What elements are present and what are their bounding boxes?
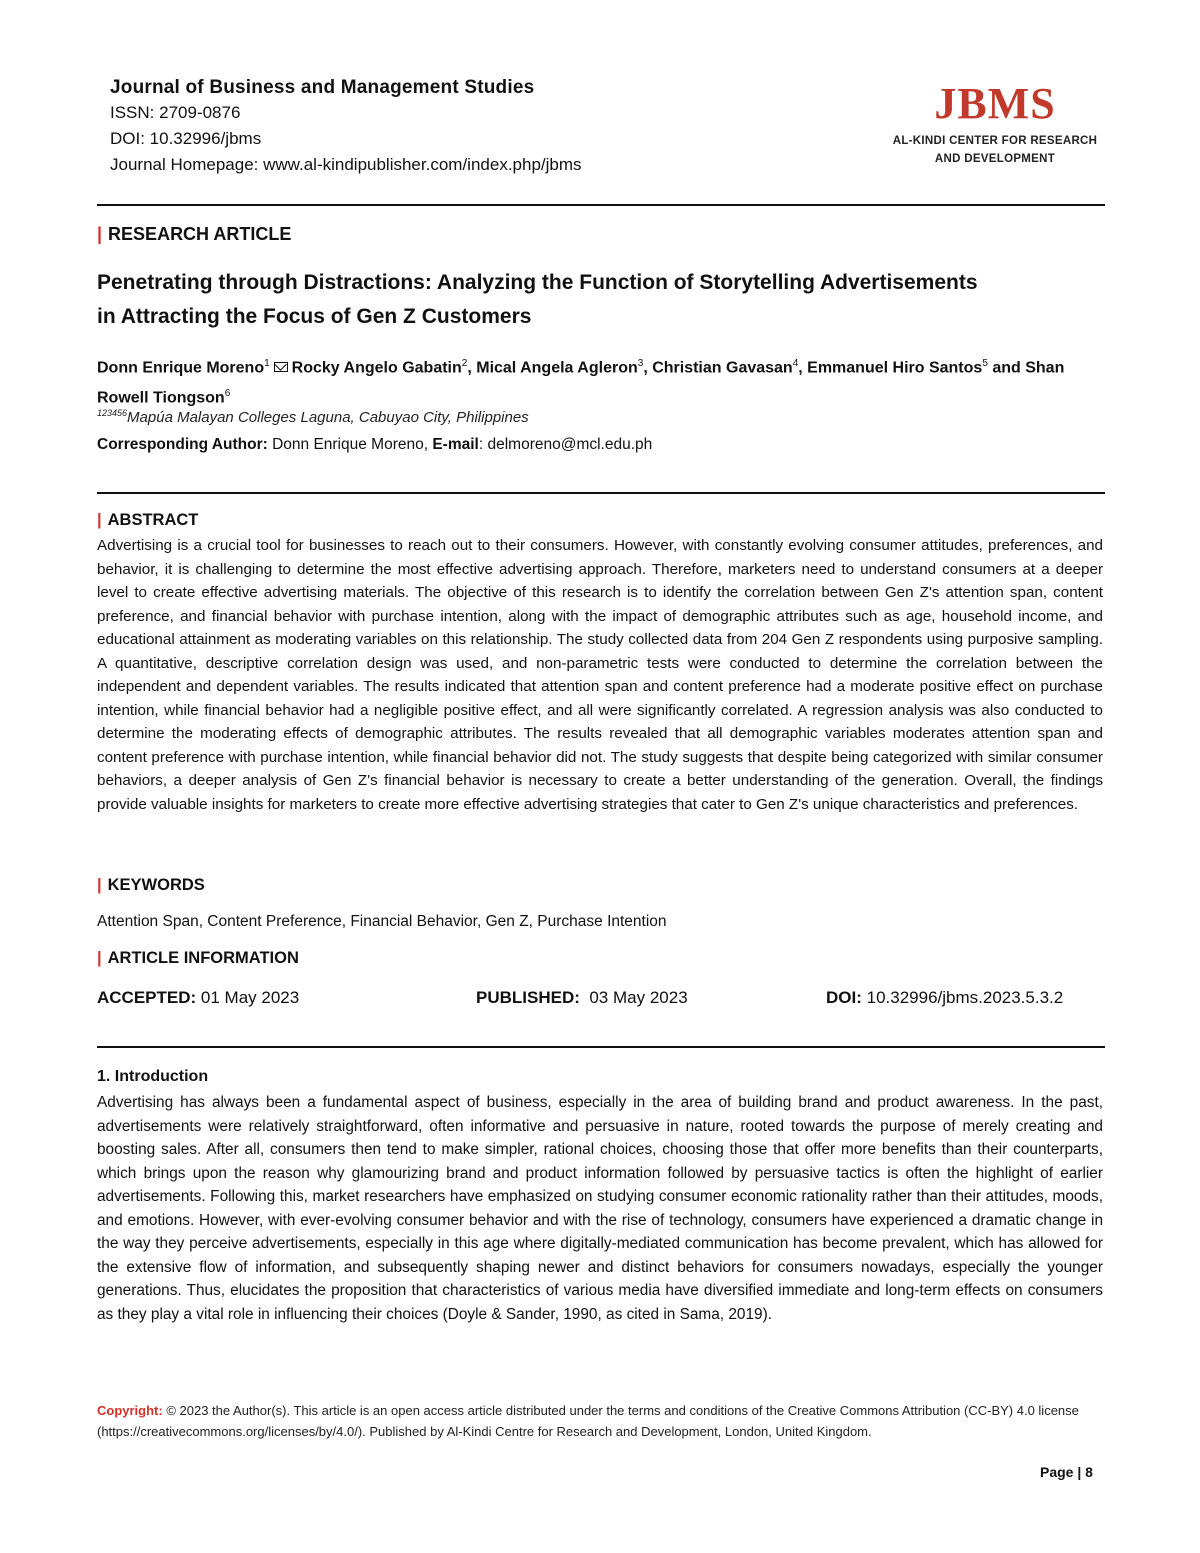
journal-homepage xyxy=(110,152,582,178)
section-bar: | xyxy=(97,876,102,894)
author-3: Mical Angela Agleron xyxy=(476,359,638,377)
homepage-link[interactable]: www.al-kindipublisher.com/index.php/jbms xyxy=(263,155,582,174)
keywords-heading xyxy=(97,876,205,895)
accepted-date xyxy=(97,988,299,1008)
title-line-2: in Attracting the Focus of Gen Z Customers xyxy=(97,305,532,328)
published-value: 03 May 2023 xyxy=(579,988,688,1007)
abstract-text: Advertising is a crucial tool for businesses to reach out to their consumers. However, with constantly evolving consumer attitudes, preferences, and behavior, it is challenging to determine the most effective advertising approach. Therefore, marketers need to understand consumers at a deeper level to create effective advertising materials. The objective of this research is to identify the correlation between Gen Z's attention span, content preference, and financial behavior with purchase intention, along with the impact of demographic attributes such as age, household income, and educational attainment as moderating variables on this relationship. The study collected data from 204 Gen Z respondents using purposive sampling. A quantitative, descriptive correlation design was used, and non-parametric tests were conducted to determine the correlation between the independent and dependent variables. The results indicated that attention span and content preference had a moderate positive effect on purchase intention, while financial behavior had a negligible positive effect, and all were significantly correlated. A regression analysis was also conducted to determine the moderating effects of demographic attributes. The results revealed that all demographic variables moderates attention span and content preference with purchase intention, while financial behavior did not. The study suggests that despite being categorized with similar consumer behaviors, a deeper analysis of Gen Z's financial behavior is necessary to create a better understanding of the generation. Overall, the findings provide valuable insights for marketers to create more effective advertising strategies that cater to Gen Z's unique characteristics and preferences. xyxy=(97,537,1103,813)
author-2: Rocky Angelo Gabatin xyxy=(291,359,462,377)
info-divider xyxy=(97,1046,1105,1048)
article-info-heading xyxy=(97,949,299,968)
article-type-label: RESEARCH ARTICLE xyxy=(108,224,292,244)
corr-email-label: E-mail xyxy=(432,436,479,453)
author-list: Donn Enrique Moreno$^1$ Rocky Angelo Gabatin$^2$, Mical Angela Agleron$^3$, Christian Gavasan$^4$, Emmanuel Hiro Santos$^5$ and Shan Rowell Tiongson$^6$ xyxy=(97,358,1065,407)
page-label: Page xyxy=(1040,1464,1074,1480)
copyright-notice xyxy=(97,1400,1097,1442)
accepted-value: 01 May 2023 xyxy=(196,988,300,1007)
affiliation xyxy=(97,408,529,426)
journal-issn: ISSN: 2709-0876 xyxy=(110,103,241,122)
article-info-label: ARTICLE INFORMATION xyxy=(107,949,299,967)
author-6-sup: 6 xyxy=(224,388,231,400)
page-number xyxy=(1040,1464,1093,1480)
author-3-sup: 3 xyxy=(637,358,644,369)
author-5: Emmanuel Hiro Santos xyxy=(807,359,983,377)
envelope-icon[interactable] xyxy=(274,362,288,372)
article-doi xyxy=(826,988,1063,1008)
affiliation-text: Mapúa Malayan Colleges Laguna, Cabuyao City, Philippines xyxy=(127,409,529,426)
corresponding-author xyxy=(97,436,652,454)
section-bar: | xyxy=(97,224,103,244)
journal-name: Journal of Business and Management Studies xyxy=(110,77,535,98)
author-6: Shan Rowell Tiongson xyxy=(97,359,1065,407)
intro-text: Advertising has always been a fundamental aspect of business, especially in the area of building brand and product awareness. In the past, advertisements were relatively straightforward, often informative and persuasive in nature, rooted towards the purpose of merely creating and boosting sales. After all, consumers then tend to make simpler, rational choices, choosing those that offer more benefits than their counterparts, which brings upon the reason why glamourizing brand and product information followed by persuasive tactics is often the highlight of earlier advertisements. Following this, market researchers have emphasized on studying consumer economic rationality rather than their attitudes, moods, and emotions. However, with ever-evolving consumer behavior and with the rise of technology, consumers have experienced a dramatic change in the way they perceive advertisements, especially in this age where digitally-mediated communication has become prevalent, which has allowed for the extensive flow of information, and subsequently shaping newer and distinct behaviors for consumers nowadays, especially the younger generations. Thus, elucidates the proposition that characteristics of various media have diversified immediate and long-term effects on consumers as they play a vital role in influencing their choices (Doyle & Sander, 1990, as cited in Sama, 2019). xyxy=(97,1094,1103,1323)
doi-label: DOI: xyxy=(826,988,862,1007)
author-1-sup: 1 xyxy=(264,358,270,369)
header-divider xyxy=(97,204,1105,206)
publisher-logo xyxy=(880,76,1110,168)
doi-value[interactable]: 10.32996/jbms.2023.5.3.2 xyxy=(861,988,1064,1007)
author-1: Donn Enrique Moreno xyxy=(97,359,265,377)
affiliation-sup: 123456 xyxy=(97,408,128,418)
published-label: PUBLISHED: xyxy=(476,988,580,1007)
intro-heading: 1. Introduction xyxy=(97,1068,209,1085)
page-value: 8 xyxy=(1085,1464,1093,1480)
section-bar: | xyxy=(97,949,102,967)
logo-text: JBMS xyxy=(934,79,1056,128)
corr-label: Corresponding Author: xyxy=(97,436,273,453)
abstract-label: ABSTRACT xyxy=(107,511,199,529)
article-type xyxy=(97,224,291,245)
page-sep: | xyxy=(1073,1464,1086,1480)
section-bar: | xyxy=(97,511,102,529)
author-2-sup: 2 xyxy=(461,358,468,369)
published-date xyxy=(476,988,688,1008)
copyright-label: Copyright: xyxy=(97,1403,163,1418)
authors-divider xyxy=(97,492,1105,494)
journal-doi: DOI: 10.32996/jbms xyxy=(110,129,262,148)
logo-sub-2: AND DEVELOPMENT xyxy=(934,153,1056,165)
corr-email[interactable]: : delmoreno@mcl.edu.ph xyxy=(478,436,653,453)
author-4: Christian Gavasan xyxy=(652,359,793,377)
author-5-sup: 5 xyxy=(982,358,988,369)
logo-sub-1: AL-KINDI CENTER FOR RESEARCH xyxy=(892,135,1098,147)
copyright-text: © 2023 the Author(s). This article is an open access article distributed under the terms and conditions of the Creative Commons Attribution (CC-BY) 4.0 license (https://creativecommons.org/licenses/by/4.0/). Published by Al-Kindi Centre for Research and Development, London, United Kingdom. xyxy=(97,1403,1079,1439)
article-title xyxy=(97,266,1107,334)
accepted-label: ACCEPTED: xyxy=(97,988,197,1007)
keywords-text: Attention Span, Content Preference, Financial Behavior, Gen Z, Purchase Intention xyxy=(97,913,667,930)
author-4-sup: 4 xyxy=(792,358,799,369)
keywords-label: KEYWORDS xyxy=(107,876,205,894)
homepage-label: Journal Homepage: xyxy=(110,155,264,174)
corr-name: Donn Enrique Moreno, xyxy=(272,436,433,453)
title-line-1: Penetrating through Distractions: Analyzing the Function of Storytelling Advertisements xyxy=(97,271,978,294)
author-and: and xyxy=(987,359,1026,377)
abstract-heading xyxy=(97,511,198,530)
